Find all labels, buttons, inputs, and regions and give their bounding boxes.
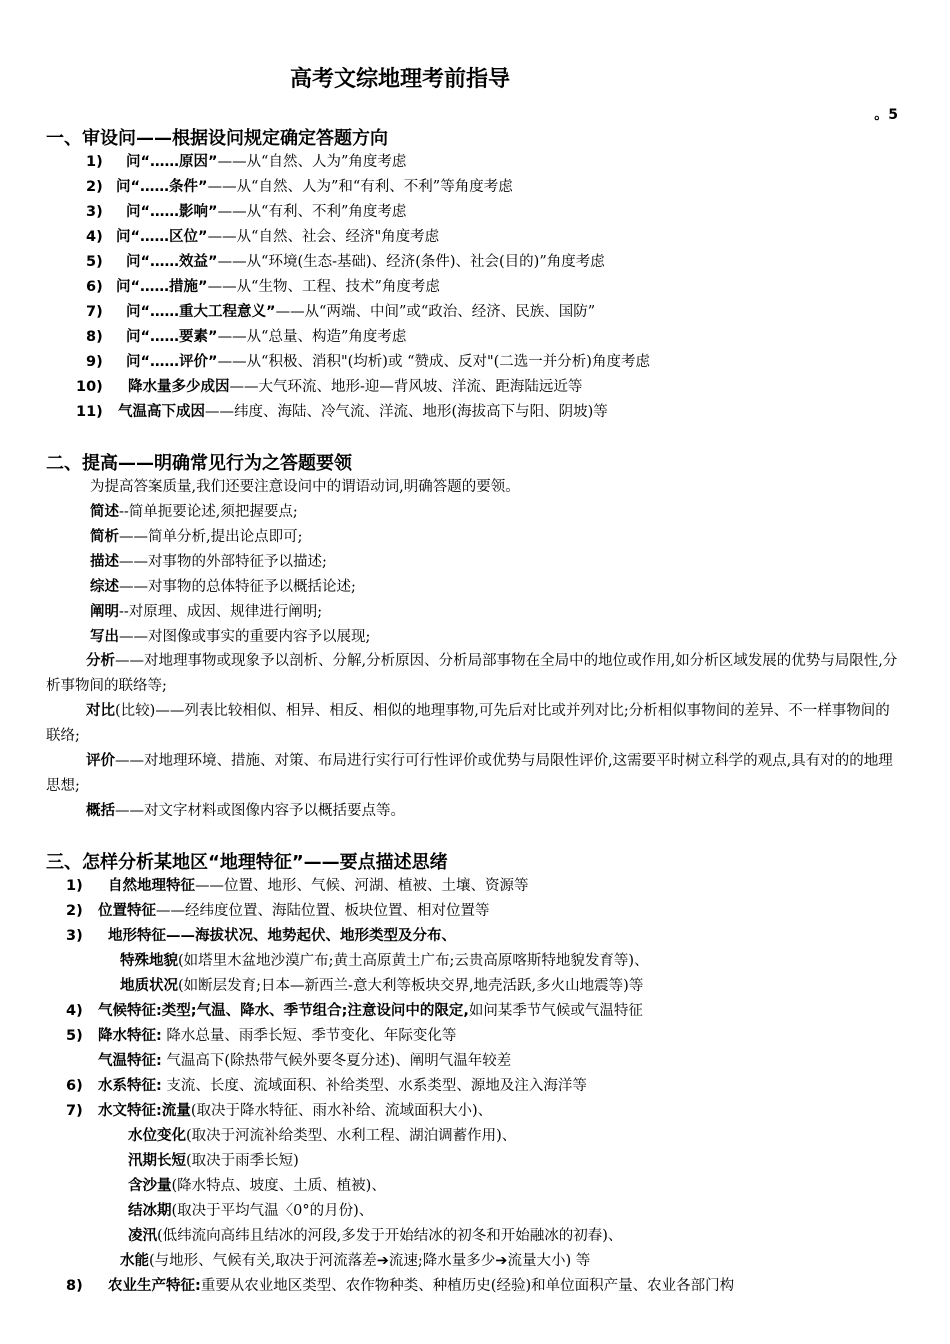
item-text: (降水特点、坡度、土质、植被)、 [171, 1178, 386, 1194]
s2-intro: 为提高答案质量,我们还要注意设问中的谓语动词,明确答题的要领。 [90, 479, 520, 495]
section3-heading: 三、怎样分析某地区“地理特征”——要点描述思绪 [46, 852, 448, 873]
s1-item-1 [86, 150, 406, 174]
item-text: ——对事物的外部特征予以描述; [119, 554, 327, 570]
s3-item-3a [120, 949, 649, 973]
item-text: ——简单分析,提出论点即可; [119, 529, 303, 545]
item-keyword: 含沙量 [128, 1178, 172, 1194]
item-number: 5) [86, 254, 103, 270]
item-text: (如塔里木盆地沙漠广布;黄土高原黄土广布;云贵高原喀斯特地貌发育等)、 [178, 953, 649, 969]
item-number: 6) [66, 1078, 83, 1094]
item-text: ——大气环流、地形-迎—背风坡、洋流、距海陆远近等 [229, 379, 583, 395]
item-text: ——从“积极、消积"(均析)或 “赞成、反对"(二选一并分析)角度考虑 [217, 354, 650, 370]
s3-item-8 [66, 1274, 734, 1298]
item-number: 8) [86, 329, 103, 345]
item-number: 3) [66, 928, 83, 944]
s3-item-1 [66, 874, 529, 898]
section2-heading: 二、提高——明确常见行为之答题要领 [46, 453, 352, 474]
s1-item-7 [86, 300, 595, 324]
item-keyword: 农业生产特征: [108, 1278, 201, 1294]
item-keyword: 汛期长短 [128, 1153, 186, 1169]
s2-item-3 [90, 550, 327, 574]
item-number: 6) [86, 279, 103, 295]
item-text: ——对文字材料或图像内容予以概括要点等。 [115, 803, 405, 819]
item-keyword: 地形特征——海拔状况、地势起伏、地形类型及分布、 [108, 928, 456, 944]
item-text: ——从“自然、人为”角度考虑 [217, 154, 407, 170]
section1-heading: 一、审设问——根据设问规定确定答题方向 [46, 128, 388, 149]
s2-item-4 [90, 575, 356, 599]
item-number: 7) [66, 1103, 83, 1119]
item-keyword: 水文特征:流量 [98, 1103, 191, 1119]
s2-item-7 [46, 649, 904, 699]
item-number: 4) [66, 1003, 83, 1019]
item-text: ——对事物的总体特征予以概括论述; [119, 579, 356, 595]
item-number: 5) [66, 1028, 83, 1044]
item-keyword: 自然地理特征 [108, 878, 195, 894]
item-text: (取决于雨季长短) [186, 1153, 299, 1169]
item-keyword: 气温特征: [98, 1053, 162, 1069]
item-text: ——对图像或事实的重要内容予以展现; [119, 629, 371, 645]
item-keyword: 评价 [86, 753, 115, 769]
item-number: 1) [86, 154, 103, 170]
item-keyword: 降水特征: [98, 1028, 162, 1044]
item-keyword: 简析 [90, 529, 119, 545]
item-keyword: 问“……影响” [126, 204, 218, 220]
s1-item-5 [86, 250, 605, 274]
item-text: ——从“两端、中间”或“政治、经济、民族、国防” [275, 304, 596, 320]
s3-item-7f [120, 1249, 590, 1273]
s3-item-5a [98, 1049, 511, 1073]
s3-item-7c [128, 1174, 386, 1198]
item-text: (取决于河流补给类型、水利工程、湖泊调蓄作用)、 [186, 1128, 517, 1144]
item-text: ——从“总量、构造”角度考虑 [217, 329, 407, 345]
s3-item-4 [66, 999, 643, 1023]
s2-item-1 [90, 500, 298, 524]
item-keyword: 综述 [90, 579, 119, 595]
item-text: ——从“有利、不利”角度考虑 [217, 204, 407, 220]
item-keyword: 位置特征 [98, 903, 156, 919]
item-text: ——纬度、海陆、冷气流、洋流、地形(海拔高下与阳、阴坡)等 [205, 404, 608, 420]
item-keyword: 问“……评价” [126, 354, 218, 370]
item-text: 支流、长度、流域面积、补给类型、水系类型、源地及注入海洋等 [166, 1078, 587, 1094]
item-keyword: 问“……原因” [126, 154, 218, 170]
item-keyword: 气候特征:类型;气温、降水、季节组合;注意设问中的限定, [98, 1003, 469, 1019]
item-text: 降水总量、雨季长短、季节变化、年际变化等 [166, 1028, 457, 1044]
item-number: 8) [66, 1278, 83, 1294]
page-marker: 。5 [874, 107, 898, 123]
s3-item-5 [66, 1024, 456, 1048]
item-keyword: 写出 [90, 629, 119, 645]
item-text: 重要从农业地区类型、农作物种类、种植历史(经验)和单位面积产量、农业各部门构 [200, 1278, 735, 1294]
item-text: ——从“自然、人为”和“有利、不利”等角度考虑 [207, 179, 513, 195]
item-text: ——对地理环境、措施、对策、布局进行实行可行性评价或优势与局限性评价,这需要平时树立科学的观点,具有对的的地理思想; [46, 753, 893, 794]
s3-item-6 [66, 1074, 587, 1098]
s1-item-11 [76, 400, 608, 424]
item-keyword: 水位变化 [128, 1128, 186, 1144]
item-text: (比较)——列表比较相似、相异、相反、相似的地理事物,可先后对比或并列对比;分析相似事物间的差异、不一样事物间的联络; [46, 703, 890, 744]
item-keyword: 降水量多少成因 [128, 379, 230, 395]
item-keyword: 气温高下成因 [118, 404, 205, 420]
s1-item-10 [76, 375, 582, 399]
item-keyword: 问“……重大工程意义” [126, 304, 276, 320]
item-text: ——经纬度位置、海陆位置、板块位置、相对位置等 [156, 903, 490, 919]
item-keyword: 简述 [90, 504, 119, 520]
item-text: ——从“生物、工程、技术”角度考虑 [207, 279, 440, 295]
item-keyword: 凌汛 [128, 1228, 157, 1244]
s3-item-7a [128, 1124, 516, 1148]
item-keyword: 概括 [86, 803, 115, 819]
s2-item-6 [90, 625, 370, 649]
item-keyword: 描述 [90, 554, 119, 570]
item-text: (与地形、气候有关,取决于河流落差➔流速;降水量多少➔流量大小) 等 [149, 1253, 591, 1269]
item-keyword: 水能 [120, 1253, 149, 1269]
item-text: (低纬流向高纬且结冰的河段,多发于开始结冰的初冬和开始融冰的初春)、 [157, 1228, 623, 1244]
s1-item-3 [86, 200, 406, 224]
item-keyword: 阐明 [90, 604, 119, 620]
s3-item-2 [66, 899, 490, 923]
item-keyword: 问“……效益” [126, 254, 218, 270]
s2-item-5 [90, 600, 322, 624]
item-text: (取决于平均气温〈0°的月份)、 [171, 1203, 374, 1219]
item-number: 10) [76, 379, 103, 395]
item-keyword: 问“……措施” [116, 279, 208, 295]
item-text: ——从“环境(生态-基础)、经济(条件)、社会(目的)”角度考虑 [217, 254, 605, 270]
item-number: 3) [86, 204, 103, 220]
item-number: 2) [66, 903, 83, 919]
item-text: (如断层发育;日本—新西兰-意大利等板块交界,地壳活跃,多火山地震等)等 [178, 978, 644, 994]
item-text: 如问某季节气候或气温特征 [468, 1003, 643, 1019]
s1-item-4 [86, 225, 439, 249]
item-keyword: 分析 [86, 653, 115, 669]
item-keyword: 特殊地貌 [120, 953, 178, 969]
s1-item-2 [86, 175, 513, 199]
s1-item-8 [86, 325, 406, 349]
item-keyword: 问“……要素” [126, 329, 218, 345]
item-number: 9) [86, 354, 103, 370]
item-keyword: 地质状况 [120, 978, 178, 994]
item-text: (取决于降水特征、雨水补给、流域面积大小)、 [190, 1103, 493, 1119]
item-text: --对原理、成因、规律进行阐明; [119, 604, 323, 620]
s1-item-9 [86, 350, 650, 374]
s2-item-10 [86, 799, 405, 823]
s3-item-7b [128, 1149, 299, 1173]
page-title: 高考文综地理考前指导 [289, 67, 510, 92]
item-keyword: 问“……条件” [116, 179, 208, 195]
item-text: ——位置、地形、气候、河湖、植被、土壤、资源等 [195, 878, 529, 894]
item-number: 4) [86, 229, 103, 245]
s3-item-7d [128, 1199, 373, 1223]
item-number: 1) [66, 878, 83, 894]
item-keyword: 水系特征: [98, 1078, 162, 1094]
s3-item-3 [66, 924, 456, 948]
item-text: 气温高下(除热带气候外要冬夏分述)、阐明气温年较差 [166, 1053, 512, 1069]
item-keyword: 结冰期 [128, 1203, 172, 1219]
s2-item-8 [46, 699, 904, 749]
s1-item-6 [86, 275, 440, 299]
s3-item-7 [66, 1099, 492, 1123]
s3-item-3b [120, 974, 643, 998]
item-text: ——对地理事物或现象予以剖析、分解,分析原因、分析局部事物在全局中的地位或作用,如分析区域发展的优势与局限性,分析事物间的联络等; [46, 653, 898, 694]
item-text: ——从“自然、社会、经济"角度考虑 [207, 229, 440, 245]
item-keyword: 对比 [86, 703, 115, 719]
item-text: --简单扼要论述,须把握要点; [119, 504, 298, 520]
s2-item-9 [46, 749, 904, 799]
item-number: 11) [76, 404, 103, 420]
item-keyword: 问“……区位” [116, 229, 208, 245]
item-number: 7) [86, 304, 103, 320]
s3-item-7e [128, 1224, 622, 1248]
s2-item-2 [90, 525, 303, 549]
item-number: 2) [86, 179, 103, 195]
